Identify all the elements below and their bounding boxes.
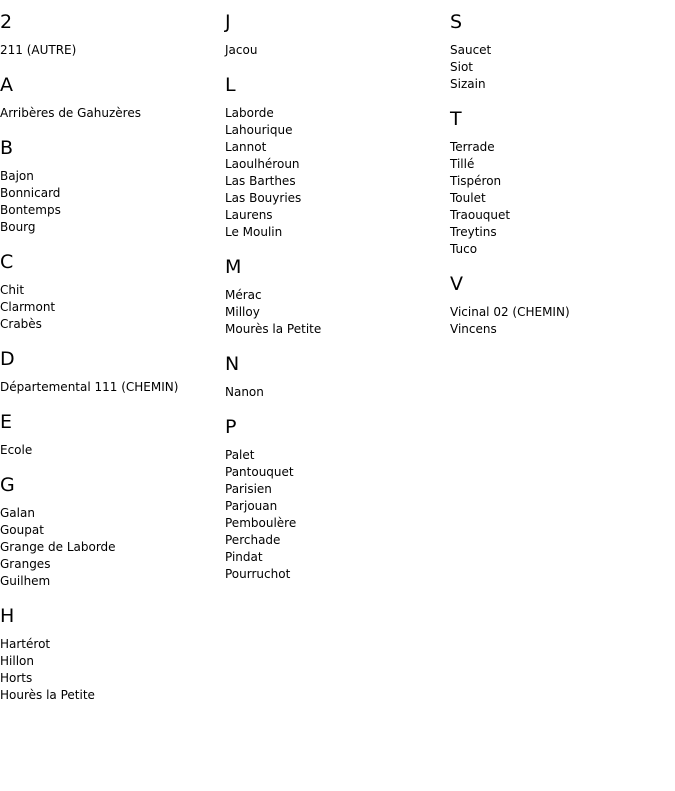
street-link[interactable]: Milloy — [225, 305, 260, 319]
letter-heading: L — [225, 74, 236, 96]
street-link[interactable]: Départemental 111 (CHEMIN) — [0, 380, 179, 394]
street-link[interactable]: Granges — [0, 557, 51, 571]
index-column-3 — [450, 0, 675, 354]
letter-group — [225, 75, 450, 241]
street-link[interactable]: Vincens — [450, 322, 497, 336]
street-link[interactable]: Laoulhéroun — [225, 157, 300, 171]
street-link[interactable]: Hartérot — [0, 637, 51, 651]
letter-heading: H — [0, 605, 15, 627]
letter-heading: B — [0, 137, 14, 159]
street-link[interactable]: Laurens — [225, 208, 273, 222]
street-link[interactable]: Parisien — [225, 482, 272, 496]
street-link[interactable]: Terrade — [450, 140, 495, 154]
letter-group — [450, 274, 675, 338]
street-list — [0, 442, 225, 459]
street-link[interactable]: Sizain — [450, 77, 486, 91]
street-list — [225, 105, 450, 241]
street-link[interactable]: Chit — [0, 283, 25, 297]
letter-heading: M — [225, 256, 242, 278]
street-link[interactable]: Lannot — [225, 140, 267, 154]
street-link[interactable]: Bonnicard — [0, 186, 61, 200]
street-link[interactable]: Toulet — [450, 191, 486, 205]
street-link[interactable]: Mourès la Petite — [225, 322, 322, 336]
index-column-2 — [225, 0, 450, 599]
street-list — [0, 105, 225, 122]
letter-group — [225, 257, 450, 338]
street-link[interactable]: Horts — [0, 671, 33, 685]
street-link[interactable]: Bajon — [0, 169, 34, 183]
street-link[interactable]: Arribères de Gahuzères — [0, 106, 141, 120]
street-link[interactable]: Vicinal 02 (CHEMIN) — [450, 305, 570, 319]
street-link[interactable]: Pourruchot — [225, 567, 291, 581]
letter-heading: G — [0, 474, 15, 496]
street-list — [225, 384, 450, 401]
letter-heading: D — [0, 348, 15, 370]
street-link[interactable]: Pemboulère — [225, 516, 297, 530]
street-list — [450, 304, 675, 338]
street-link[interactable]: Ecole — [0, 443, 33, 457]
street-link[interactable]: Nanon — [225, 385, 264, 399]
street-list — [0, 379, 225, 396]
letter-group — [0, 12, 225, 59]
street-link[interactable]: Bontemps — [0, 203, 61, 217]
letter-group — [0, 75, 225, 122]
street-link[interactable]: Treytins — [450, 225, 497, 239]
street-link[interactable]: Tuco — [450, 242, 478, 256]
street-link[interactable]: Laborde — [225, 106, 274, 120]
street-link[interactable]: Grange de Laborde — [0, 540, 116, 554]
street-link[interactable]: Le Moulin — [225, 225, 283, 239]
street-link[interactable]: Traouquet — [450, 208, 511, 222]
letter-heading: V — [450, 273, 463, 295]
street-link[interactable]: Guilhem — [0, 574, 51, 588]
street-list — [0, 505, 225, 590]
street-link[interactable]: Hourès la Petite — [0, 688, 95, 702]
street-list — [0, 42, 225, 59]
street-link[interactable]: Lahourique — [225, 123, 293, 137]
letter-group — [0, 349, 225, 396]
street-link[interactable]: Las Bouyries — [225, 191, 302, 205]
street-link[interactable]: Hillon — [0, 654, 34, 668]
street-list — [0, 636, 225, 704]
letter-group — [0, 475, 225, 590]
letter-heading: P — [225, 416, 237, 438]
street-list — [225, 287, 450, 338]
street-link[interactable]: Perchade — [225, 533, 281, 547]
letter-heading: J — [225, 11, 231, 33]
street-link[interactable]: Mérac — [225, 288, 262, 302]
letter-heading: N — [225, 353, 240, 375]
street-link[interactable]: Galan — [0, 506, 35, 520]
street-link[interactable]: Palet — [225, 448, 255, 462]
letter-heading: T — [450, 108, 462, 130]
street-list — [225, 42, 450, 59]
street-link[interactable]: Clarmont — [0, 300, 56, 314]
street-link[interactable]: Crabès — [0, 317, 42, 331]
street-link[interactable]: Tillé — [450, 157, 475, 171]
street-link[interactable]: 211 (AUTRE) — [0, 43, 77, 57]
letter-heading: S — [450, 11, 463, 33]
street-link[interactable]: Bourg — [0, 220, 36, 234]
letter-group — [0, 606, 225, 704]
letter-heading: A — [0, 74, 13, 96]
letter-group — [225, 417, 450, 583]
street-link[interactable]: Parjouan — [225, 499, 278, 513]
letter-heading: E — [0, 411, 13, 433]
street-list — [225, 447, 450, 583]
letter-group — [450, 12, 675, 93]
letter-group — [0, 138, 225, 236]
street-link[interactable]: Pantouquet — [225, 465, 294, 479]
street-link[interactable]: Saucet — [450, 43, 492, 57]
street-link[interactable]: Jacou — [225, 43, 258, 57]
letter-group — [450, 109, 675, 258]
street-link[interactable]: Goupat — [0, 523, 44, 537]
letter-heading: 2 — [0, 11, 13, 33]
street-list — [450, 139, 675, 258]
street-list — [0, 168, 225, 236]
letter-group — [0, 412, 225, 459]
letter-group — [225, 354, 450, 401]
letter-heading: C — [0, 251, 14, 273]
index-column-1 — [0, 0, 225, 720]
street-list — [450, 42, 675, 93]
street-link[interactable]: Tispéron — [450, 174, 502, 188]
street-list — [0, 282, 225, 333]
street-link[interactable]: Siot — [450, 60, 473, 74]
street-link[interactable]: Pindat — [225, 550, 263, 564]
letter-group — [0, 252, 225, 333]
letter-group — [225, 12, 450, 59]
street-link[interactable]: Las Barthes — [225, 174, 296, 188]
